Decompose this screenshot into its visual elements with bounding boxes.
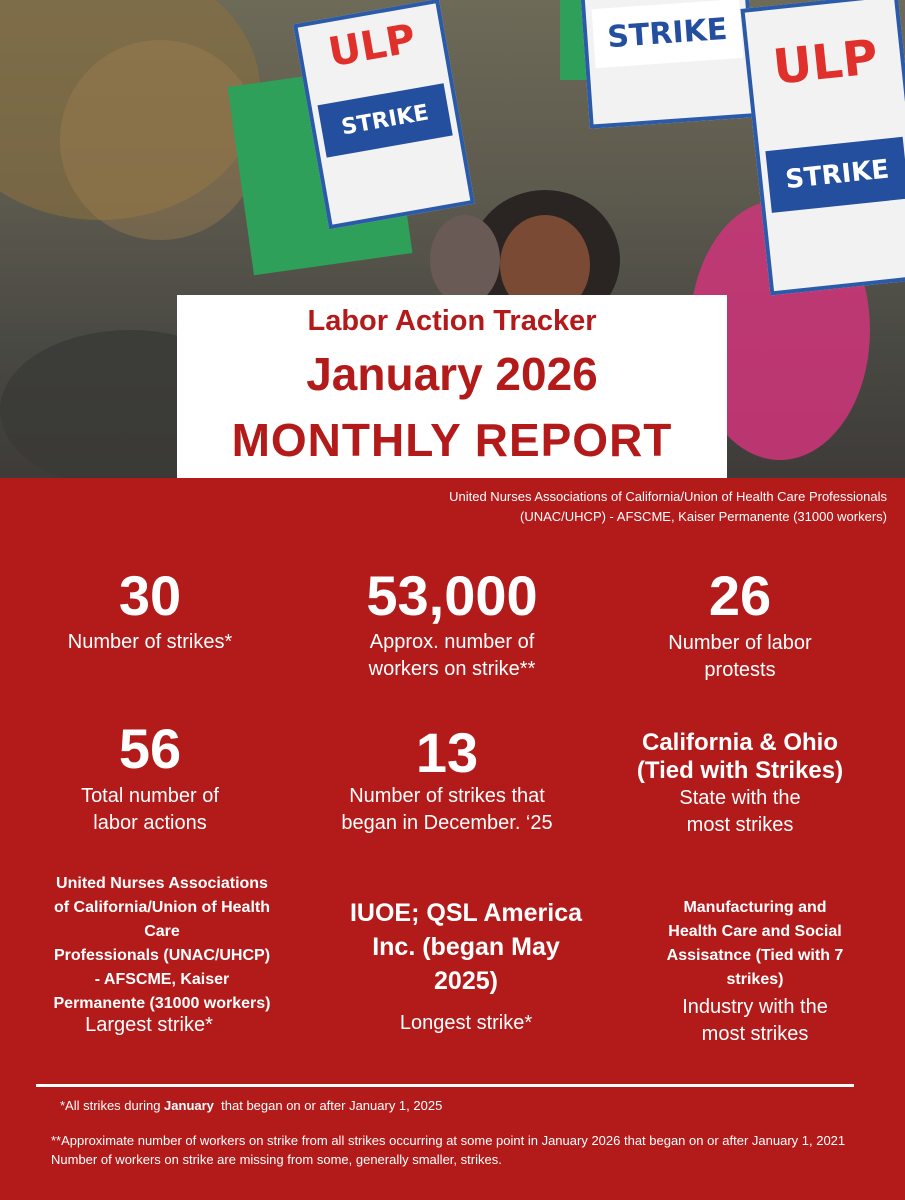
stat-label-line1: State with the [679, 787, 801, 809]
stat-label-line2: most strikes [701, 1023, 809, 1045]
stat-label-line1: Number of labor [668, 632, 812, 654]
stat-strikes [20, 566, 280, 656]
stat-workers [312, 566, 592, 683]
strike-sign-top: STRIKE [581, 0, 758, 129]
stat-label-line1: Total number of [81, 785, 219, 807]
stat-label-line2: labor actions [93, 812, 207, 834]
report-heading: MONTHLY REPORT [231, 414, 673, 466]
stat-value-line1: United Nurses Associations [56, 875, 268, 892]
stat-largest-strike [12, 872, 312, 1039]
stat-december [312, 723, 582, 837]
tracker-title: Labor Action Tracker [307, 305, 597, 337]
stat-state [590, 727, 890, 839]
stat-value: 53,000 [366, 564, 538, 627]
stat-label-line2: protests [704, 659, 776, 681]
stat-protests [610, 566, 870, 684]
stat-industry [610, 896, 900, 1048]
stat-label-line2: began in December. ‘25 [341, 812, 553, 834]
stat-value-line2: Inc. (began May [372, 933, 560, 961]
stat-label-line1: Number of strikes that [349, 785, 545, 807]
stat-value: 13 [415, 721, 479, 784]
stat-label: Largest strike* [85, 1014, 213, 1036]
stat-value-line2: Health Care and Social [668, 923, 842, 940]
report-month: January 2026 [306, 348, 598, 400]
stat-value: 26 [708, 564, 772, 627]
stat-value-line6: Permanente (31000 workers) [53, 995, 271, 1012]
stat-longest-strike [318, 896, 614, 1037]
stat-value-line2: (Tied with Strikes) [636, 757, 844, 784]
stat-value-line1: Manufacturing and [683, 899, 827, 916]
photo-caption: United Nurses Associations of California/Union of Health Care Professionals (UNAC/UHCP) - AFSCME, Kaiser Permanente (31000 workers) [449, 489, 887, 524]
stat-value: 56 [118, 717, 182, 780]
divider [36, 1084, 854, 1087]
stat-value-line3: Assisatnce (Tied with 7 [666, 947, 844, 964]
footnote-strikes: *All strikes during January that began on or after January 1, 2025 [60, 1098, 443, 1113]
stat-label-line1: Industry with the [682, 996, 828, 1018]
stat-label-line2: workers on strike** [368, 658, 536, 680]
stat-value-line3: 2025) [434, 967, 498, 995]
stat-label-line2: most strikes [686, 814, 794, 836]
ulp-strike-sign-right: ULP STRIKE [740, 0, 905, 295]
title-box [177, 295, 727, 478]
stat-value-line2: of California/Union of Health [54, 899, 270, 916]
footnote-workers: **Approximate number of workers on strike from all strikes occurring at some point in January 2026 that began on or after January 1, 2021 Number of workers on strike are missing from some, generally smaller, strikes. [51, 1133, 846, 1167]
stat-label: Longest strike* [399, 1012, 533, 1034]
stat-value-line3: Care [144, 923, 180, 940]
stat-value-line5: - AFSCME, Kaiser [94, 971, 230, 988]
stat-value-line4: Professionals (UNAC/UHCP) [53, 947, 271, 964]
stat-value-line1: IUOE; QSL America [349, 899, 583, 927]
ulp-strike-sign: ULP STRIKE [293, 0, 475, 229]
stat-value: 30 [118, 564, 182, 627]
stat-label: Number of strikes* [67, 631, 233, 653]
stat-actions [20, 719, 280, 837]
stat-value-line4: strikes) [726, 971, 784, 988]
stat-label-line1: Approx. number of [369, 631, 535, 653]
stat-value-line1: California & Ohio [641, 729, 838, 756]
